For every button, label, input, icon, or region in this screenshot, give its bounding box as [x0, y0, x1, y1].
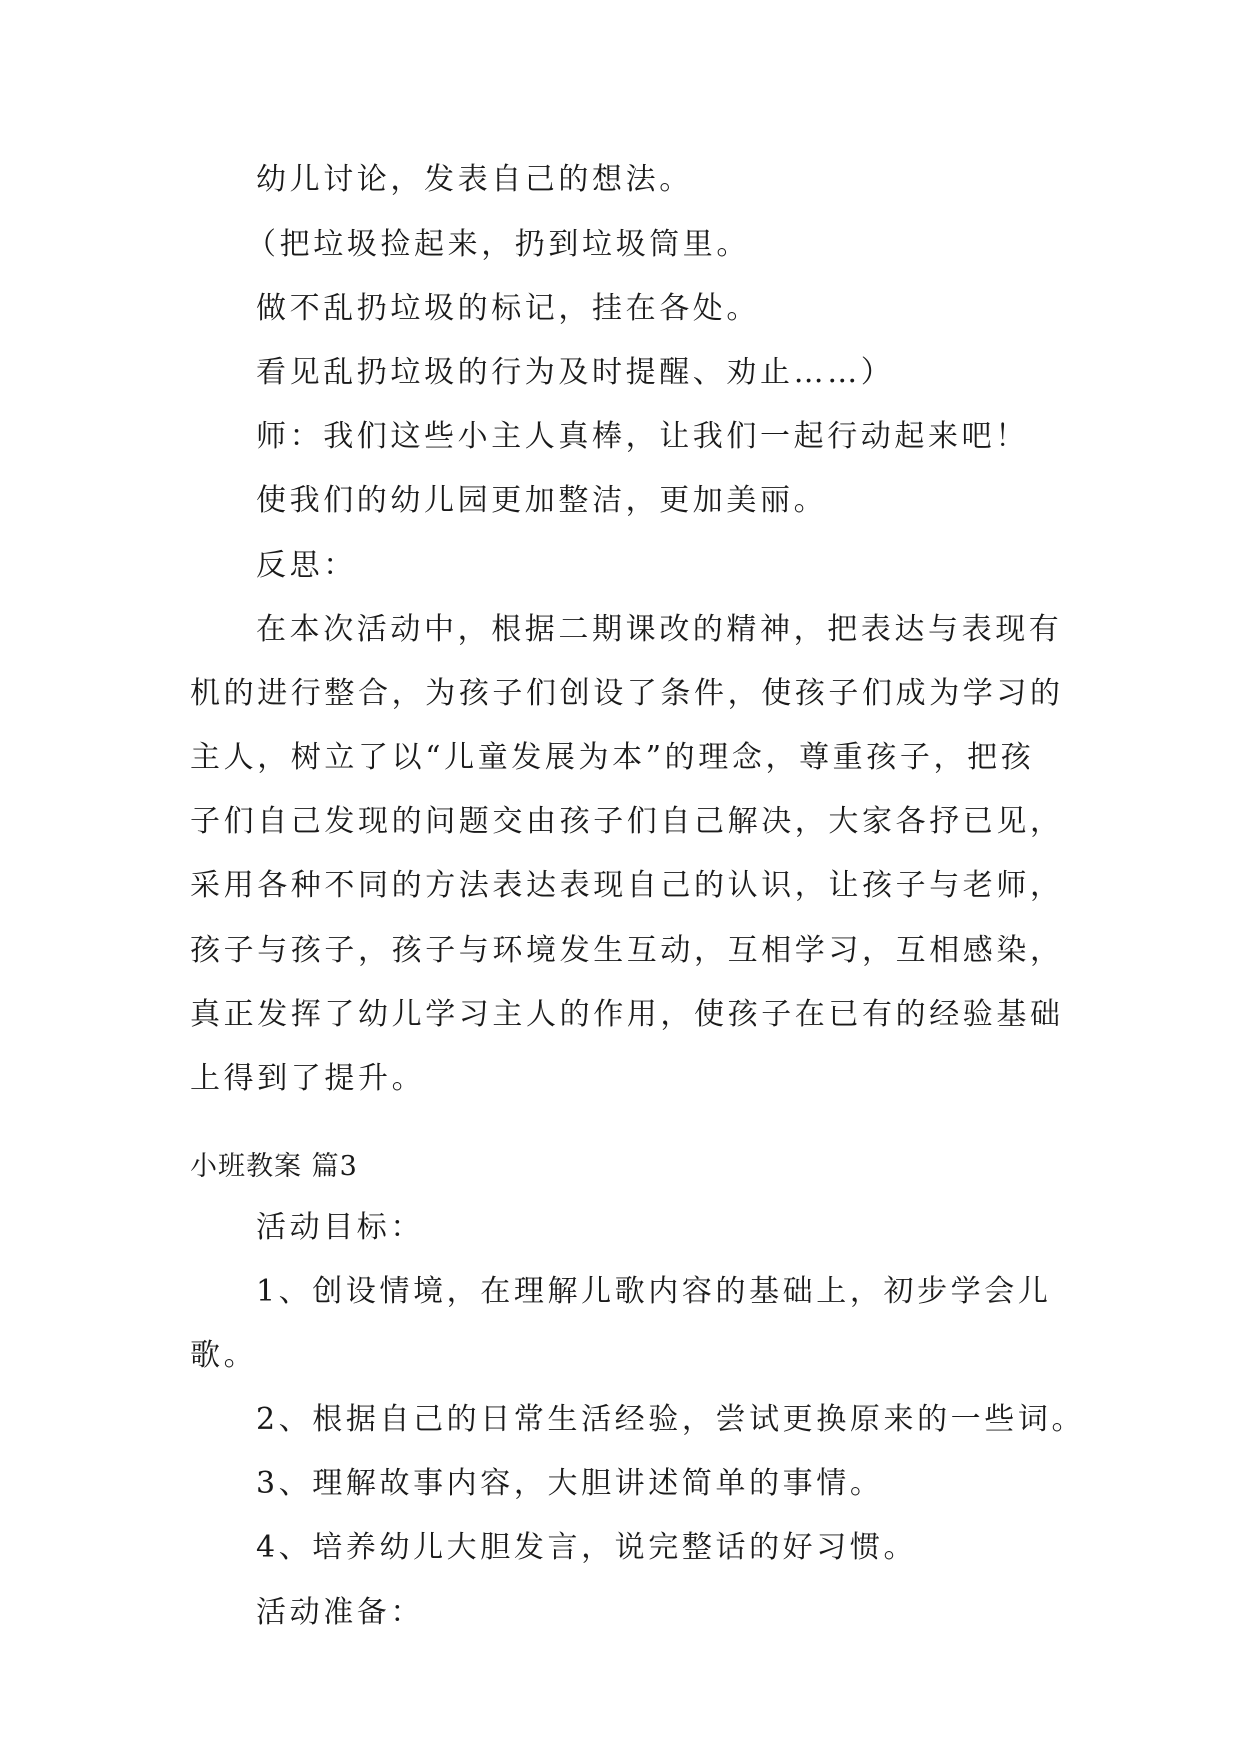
goal-item: 2、根据自己的日常生活经验，尝试更换原来的一些词。 — [256, 1402, 1086, 1437]
reflection-line: 子们自己发现的问题交由孩子们自己解决，大家各抒已见， — [190, 804, 1064, 839]
paragraph-line: 幼儿讨论，发表自己的想法。 — [256, 162, 693, 197]
reflection-line: 在本次活动中，根据二期课改的精神，把表达与表现有 — [256, 612, 1063, 647]
reflection-title: 反思： — [256, 548, 357, 583]
goal-item-continued: 歌。 — [190, 1338, 258, 1373]
goal-item: 3、理解故事内容，大胆讲述简单的事情。 — [256, 1466, 884, 1501]
reflection-line: 孩子与孩子，孩子与环境发生互动，互相学习，互相感染， — [190, 933, 1064, 968]
preparation-title: 活动准备： — [256, 1595, 424, 1630]
reflection-line: 机的进行整合，为孩子们创设了条件，使孩子们成为学习的 — [190, 676, 1064, 711]
section-heading: 小班教案 篇3 — [190, 1151, 358, 1182]
paragraph-line: 师：我们这些小主人真棒，让我们一起行动起来吧！ — [256, 419, 1029, 454]
reflection-line: 上得到了提升。 — [190, 1061, 426, 1096]
paragraph-line: 使我们的幼儿园更加整洁，更加美丽。 — [256, 483, 828, 518]
goals-title: 活动目标： — [256, 1210, 424, 1245]
reflection-line: 采用各种不同的方法表达表现自己的认识，让孩子与老师， — [190, 868, 1064, 903]
goal-item: 1、创设情境，在理解儿歌内容的基础上，初步学会儿 — [256, 1274, 1052, 1309]
paragraph-line: 看见乱扔垃圾的行为及时提醒、劝止……） — [256, 355, 895, 390]
goal-item: 4、培养幼儿大胆发言，说完整话的好习惯。 — [256, 1530, 918, 1565]
paragraph-line: （把垃圾捡起来，扔到垃圾筒里。 — [246, 227, 750, 262]
paragraph-line: 做不乱扔垃圾的标记，挂在各处。 — [256, 291, 760, 326]
reflection-line: 主人，树立了以“儿童发展为本”的理念，尊重孩子，把孩 — [190, 740, 1035, 775]
reflection-line: 真正发挥了幼儿学习主人的作用，使孩子在已有的经验基础 — [190, 997, 1064, 1032]
